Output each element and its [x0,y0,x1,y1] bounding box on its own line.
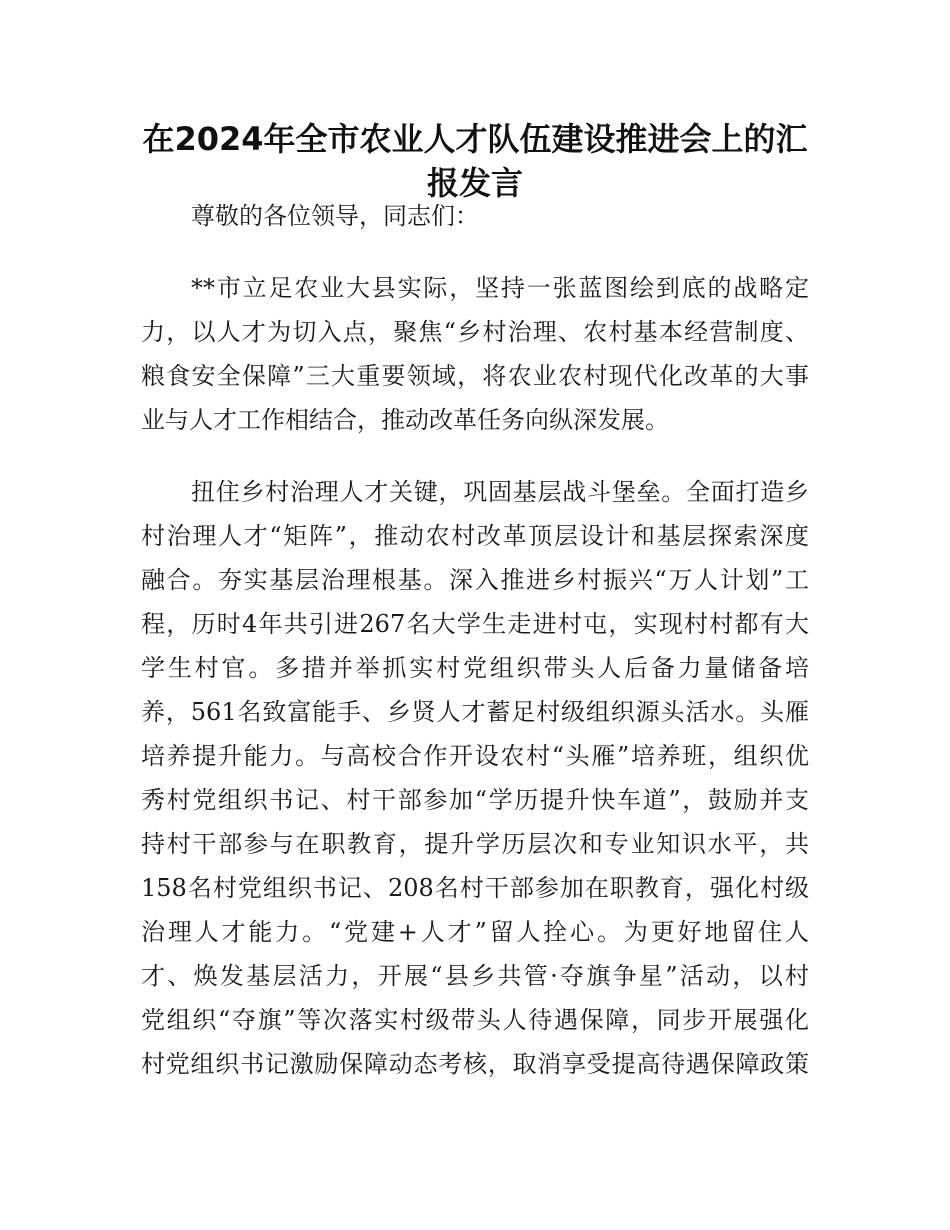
paragraph-2-line: 培养提升能力。与高校合作开设农村“头雁”培养班，组织优 [141,742,809,770]
paragraph-2-line: 治理人才能力。“党建+人才”留人拴心。为更好地留住人 [141,918,809,946]
paragraph-2-line: 学生村官。多措并举抓实村党组织带头人后备力量储备培 [141,654,809,682]
paragraph-1-line: 业与人才工作相结合，推动改革任务向纵深发展。 [141,406,669,434]
paragraph-2-line: 融合。夯实基层治理根基。深入推进乡村振兴“万人计划”工 [141,566,809,594]
paragraph-1-line: 力，以人才为切入点，聚焦“乡村治理、农村基本经营制度、 [141,318,809,346]
paragraph-1-line: **市立足农业大县实际，坚持一张蓝图绘到底的战略定 [191,274,809,302]
paragraph-2-line: 党组织“夺旗”等次落实村级带头人待遇保障，同步开展强化 [141,1006,809,1034]
paragraph-2-line: 扭住乡村治理人才关键，巩固基层战斗堡垒。全面打造乡 [191,478,809,506]
paragraph-2-line: 才、焕发基层活力，开展“县乡共管·夺旗争星”活动，以村 [141,962,809,990]
paragraph-2-line: 养，561名致富能手、乡贤人才蓄足村级组织源头活水。头雁 [141,698,809,726]
document-title-line-1: 在2024年全市农业人才队伍建设推进会上的汇 [142,120,808,158]
salutation: 尊敬的各位领导，同志们： [191,202,479,230]
document-title-line-2: 报发言 [426,164,523,202]
paragraph-2-line: 村治理人才“矩阵”，推动农村改革顶层设计和基层探索深度 [141,522,809,550]
paragraph-2-line: 秀村党组织书记、村干部参加“学历提升快车道”，鼓励并支 [141,786,809,814]
paragraph-2-line: 程，历时4年共引进267名大学生走进村屯，实现村村都有大 [141,610,809,638]
paragraph-2-line: 持村干部参与在职教育，提升学历层次和专业知识水平，共 [141,830,809,858]
paragraph-2-line: 村党组织书记激励保障动态考核，取消享受提高待遇保障政策 [141,1050,809,1078]
paragraph-1-line: 粮食安全保障”三大重要领域，将农业农村现代化改革的大事 [141,362,809,390]
paragraph-2-line: 158名村党组织书记、208名村干部参加在职教育，强化村级 [141,874,809,902]
